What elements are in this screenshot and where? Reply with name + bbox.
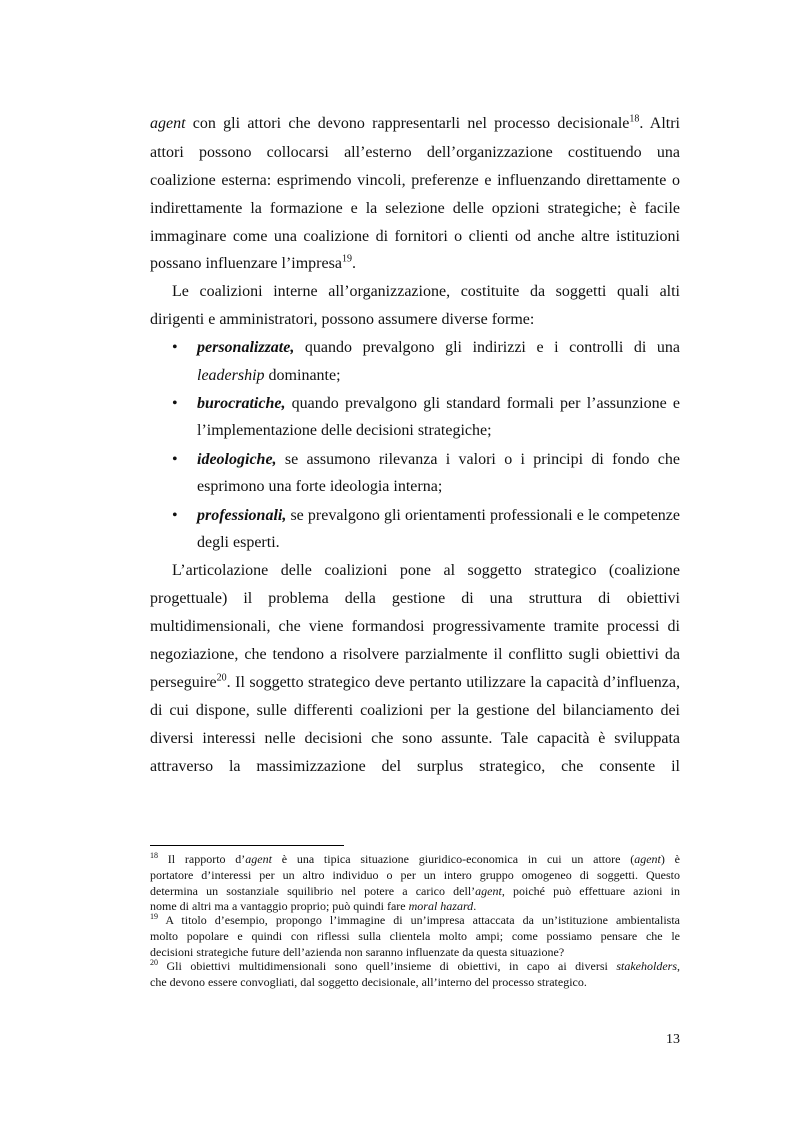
bullet-item-professionali: [197, 506, 680, 526]
text: .: [351, 255, 356, 272]
bullet-icon: •: [172, 395, 178, 412]
italic-term: agent: [150, 115, 186, 132]
footnote-ref-19: 19: [341, 253, 352, 265]
text: nome di altri ma a vantaggio proprio; può quindi fare: [150, 899, 409, 913]
footnote-line: decisioni strategiche future dell’azienda non saranno influenzate da questa situazione?: [150, 945, 565, 959]
bold-term: personalizzate,: [197, 339, 295, 356]
text: se assumono rilevanza i valori o i principi di fondo che: [276, 451, 680, 468]
bold-term: ideologiche,: [197, 451, 277, 468]
body-line: L’articolazione delle coalizioni pone al soggetto strategico (coalizione: [172, 562, 680, 579]
text: con gli attori che devono rappresentarli nel processo decisionale: [185, 115, 630, 132]
body-line: multidimensionali, che viene formandosi progressivamente tramite processi di: [150, 618, 680, 635]
body-line: progettuale) il problema della gestione di una struttura di obiettivi: [150, 590, 680, 607]
body-line: negoziazione, che tendono a risolvere parzialmente il conflitto sugli obiettivi da: [150, 646, 680, 663]
text: ) è: [660, 852, 680, 866]
text: determina un sostanziale squilibrio nel potere a carico dell’: [150, 884, 476, 898]
text: quando prevalgono gli indirizzi e i controlli di una: [294, 339, 680, 356]
text: Il rapporto d’: [158, 852, 246, 866]
bold-term: professionali,: [197, 507, 287, 524]
footnote-line: molto popolare e quindi con riflessi sulla clientela molto ampi; come possiamo pensare che le: [150, 929, 680, 943]
body-line: dirigenti e amministratori, possono assumere diverse forme:: [150, 311, 535, 328]
bullet-continuation: esprimono una forte ideologia interna;: [197, 478, 443, 495]
italic-term: moral hazard: [408, 899, 474, 913]
footnote-line: [150, 899, 680, 913]
italic-term: agent: [475, 884, 502, 898]
text: dominante;: [264, 367, 341, 384]
text: quando prevalgono gli standard formali per l’assunzione e: [285, 395, 680, 412]
text: . Altri: [639, 115, 681, 132]
body-line: indirettamente la formazione e la selezione delle opzioni strategiche; è facile: [150, 200, 680, 217]
bullet-icon: •: [172, 451, 178, 468]
body-line: [150, 673, 680, 693]
footnote-line: che devono essere convogliati, dal soggetto decisionale, all’interno del processo strategico.: [150, 975, 587, 989]
text: ,: [677, 959, 680, 973]
body-line: attori possono collocarsi all’esterno dell’organizzazione costituendo una: [150, 144, 680, 161]
body-line: immaginare come una coalizione di fornitori o clienti od anche altre istituzioni: [150, 228, 680, 245]
italic-term: stakeholders: [616, 959, 677, 973]
body-line: Le coalizioni interne all’organizzazione, costituite da soggetti quali alti: [172, 283, 680, 300]
footnote-line: portatore d’interessi per un altro individuo o per un intero gruppo omogeneo di soggetti. Questo: [150, 868, 680, 882]
bullet-continuation: l’implementazione delle decisioni strategiche;: [197, 422, 492, 439]
text: possano influenzare l’impresa: [150, 255, 342, 272]
bullet-icon: •: [172, 507, 178, 524]
text: Gli obiettivi multidimensionali sono quell’insieme di obiettivi, in capo ai diversi: [158, 959, 617, 973]
text: , poiché può effettuare azioni in: [501, 884, 680, 898]
footnote-line: [150, 884, 680, 898]
body-line: attraverso la massimizzazione del surplus strategico, che consente il: [150, 758, 680, 775]
bold-term: burocratiche,: [197, 395, 286, 412]
bullet-icon: •: [172, 339, 178, 356]
bullet-item-burocratiche: [197, 394, 680, 414]
footnote-ref-18: 18: [629, 113, 640, 125]
body-line: di cui dispone, sulle differenti coalizioni per la gestione del bilanciamento dei: [150, 702, 680, 719]
body-line: [150, 114, 680, 134]
text: è una tipica situazione giuridico-economica in cui un attore (: [271, 852, 635, 866]
footnote-19: [150, 913, 680, 927]
footnote-18: [150, 852, 680, 866]
footnote-20: [150, 959, 680, 973]
italic-term: agent: [634, 852, 661, 866]
text: A titolo d’esempio, propongo l’immagine di un’impresa attaccata da un’istituzione ambientalista: [158, 913, 680, 927]
bullet-continuation: [197, 366, 680, 386]
body-line: coalizione esterna: esprimendo vincoli, preferenze e influenzando direttamente o: [150, 172, 680, 189]
text: perseguire: [150, 674, 217, 691]
body-line: [150, 254, 680, 274]
bullet-item-ideologiche: [197, 450, 680, 470]
text: . Il soggetto strategico deve pertanto utilizzare la capacità d’influenza,: [226, 674, 680, 691]
bullet-continuation: degli esperti.: [197, 534, 280, 551]
bullet-item-personalizzate: [197, 338, 680, 358]
page-number: 13: [666, 1032, 680, 1047]
footnote-divider: [150, 845, 344, 846]
body-line: diversi interessi nelle decisioni che sono assunte. Tale capacità è sviluppata: [150, 730, 680, 747]
footnote-number: 20: [150, 958, 158, 967]
text: se prevalgono gli orientamenti professionali e le competenze: [286, 507, 680, 524]
text: .: [473, 899, 477, 913]
footnote-number: 18: [150, 851, 158, 860]
italic-term: leadership: [197, 367, 265, 384]
footnote-ref-20: 20: [216, 672, 227, 684]
footnote-number: 19: [150, 912, 158, 921]
italic-term: agent: [245, 852, 272, 866]
